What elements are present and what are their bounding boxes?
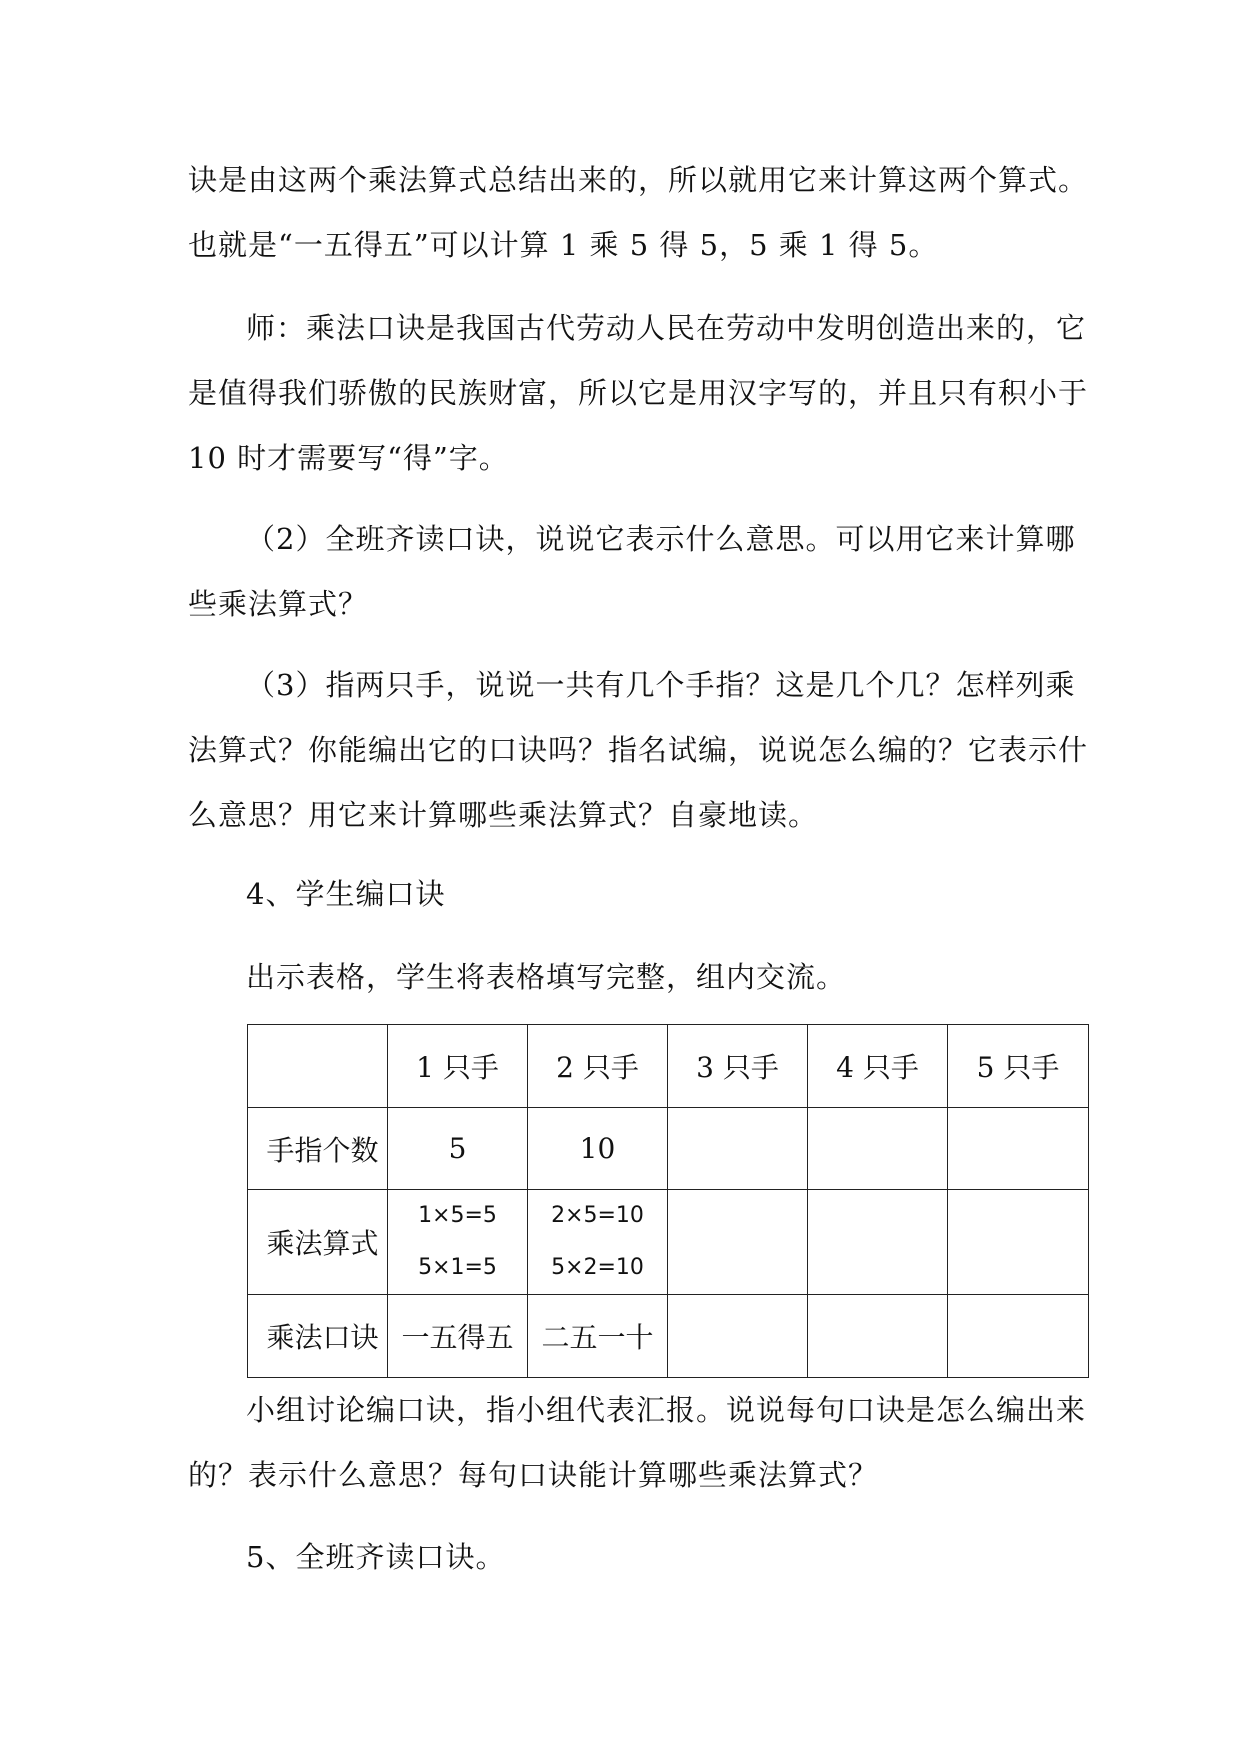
- text-line: 的？表示什么意思？每句口诀能计算哪些乘法算式？: [188, 1458, 879, 1492]
- text-line: 4、学生编口诀: [246, 877, 446, 911]
- row-label: 乘法算式: [248, 1190, 388, 1295]
- text-line: 法算式？你能编出它的口诀吗？指名试编，说说怎么编的？它表示什: [188, 733, 1089, 767]
- paragraph-2: [188, 296, 1088, 491]
- section-heading-4: [188, 862, 1088, 927]
- row-label: 手指个数: [248, 1108, 388, 1190]
- table-cell: [948, 1108, 1089, 1190]
- paragraph-1: [188, 148, 1088, 278]
- multiplication-table: [247, 1024, 1089, 1378]
- formula-text: 5×2=10: [551, 1255, 644, 1280]
- formula-text: 5×1=5: [418, 1255, 497, 1280]
- table-cell: [388, 1190, 528, 1295]
- text-line: 师：乘法口诀是我国古代劳动人民在劳动中发明创造出来的，它: [246, 311, 1087, 345]
- table-row-finger-count: [248, 1108, 1089, 1190]
- text-line: 小组讨论编口诀，指小组代表汇报。说说每句口诀是怎么编出来: [246, 1393, 1087, 1427]
- text-line: 也就是“一五得五”可以计算 1 乘 5 得 5，5 乘 1 得 5。: [188, 228, 939, 262]
- paragraph-3: [188, 507, 1088, 637]
- text-line: 诀是由这两个乘法算式总结出来的，所以就用它来计算这两个算式。: [188, 163, 1089, 197]
- table-header-cell: 5 只手: [948, 1025, 1089, 1108]
- text-line: 么意思？用它来计算哪些乘法算式？自豪地读。: [188, 798, 819, 832]
- table-cell: [808, 1190, 948, 1295]
- table-header-row: [248, 1025, 1089, 1108]
- formula-text: 1×5=5: [418, 1203, 497, 1228]
- text-line: 5、全班齐读口诀。: [246, 1540, 506, 1574]
- table-header-cell: 1 只手: [388, 1025, 528, 1108]
- table-cell: [808, 1108, 948, 1190]
- table-row-formula: [248, 1190, 1089, 1295]
- table-cell: [808, 1295, 948, 1378]
- table-header-cell: 3 只手: [668, 1025, 808, 1108]
- text-line: （2）全班齐读口诀，说说它表示什么意思。可以用它来计算哪: [246, 522, 1076, 556]
- table-header-cell: 2 只手: [528, 1025, 668, 1108]
- section-heading-5: [188, 1525, 1088, 1590]
- table-cell: [948, 1295, 1089, 1378]
- paragraph-4: [188, 653, 1088, 848]
- table-cell: [668, 1295, 808, 1378]
- formula-text: 2×5=10: [551, 1203, 644, 1228]
- text-line: 些乘法算式？: [188, 587, 369, 621]
- table-cell: [948, 1190, 1089, 1295]
- table-cell: [528, 1190, 668, 1295]
- table-cell: 二五一十: [528, 1295, 668, 1378]
- text-line: 10 时才需要写“得”字。: [188, 441, 509, 475]
- text-line: 出示表格，学生将表格填写完整，组内交流。: [246, 960, 847, 994]
- table-cell: 一五得五: [388, 1295, 528, 1378]
- row-label: 乘法口诀: [248, 1295, 388, 1378]
- paragraph-6: [188, 945, 1088, 1010]
- table-cell: [668, 1108, 808, 1190]
- table-header-cell: 4 只手: [808, 1025, 948, 1108]
- paragraph-7: [188, 1378, 1088, 1508]
- text-line: 是值得我们骄傲的民族财富，所以它是用汉字写的，并且只有积小于: [188, 376, 1089, 410]
- table-cell: 5: [388, 1108, 528, 1190]
- table-cell: [248, 1025, 388, 1108]
- table-row-rhyme: [248, 1295, 1089, 1378]
- table-cell: 10: [528, 1108, 668, 1190]
- text-line: （3）指两只手，说说一共有几个手指？这是几个几？怎样列乘: [246, 668, 1076, 702]
- table-cell: [668, 1190, 808, 1295]
